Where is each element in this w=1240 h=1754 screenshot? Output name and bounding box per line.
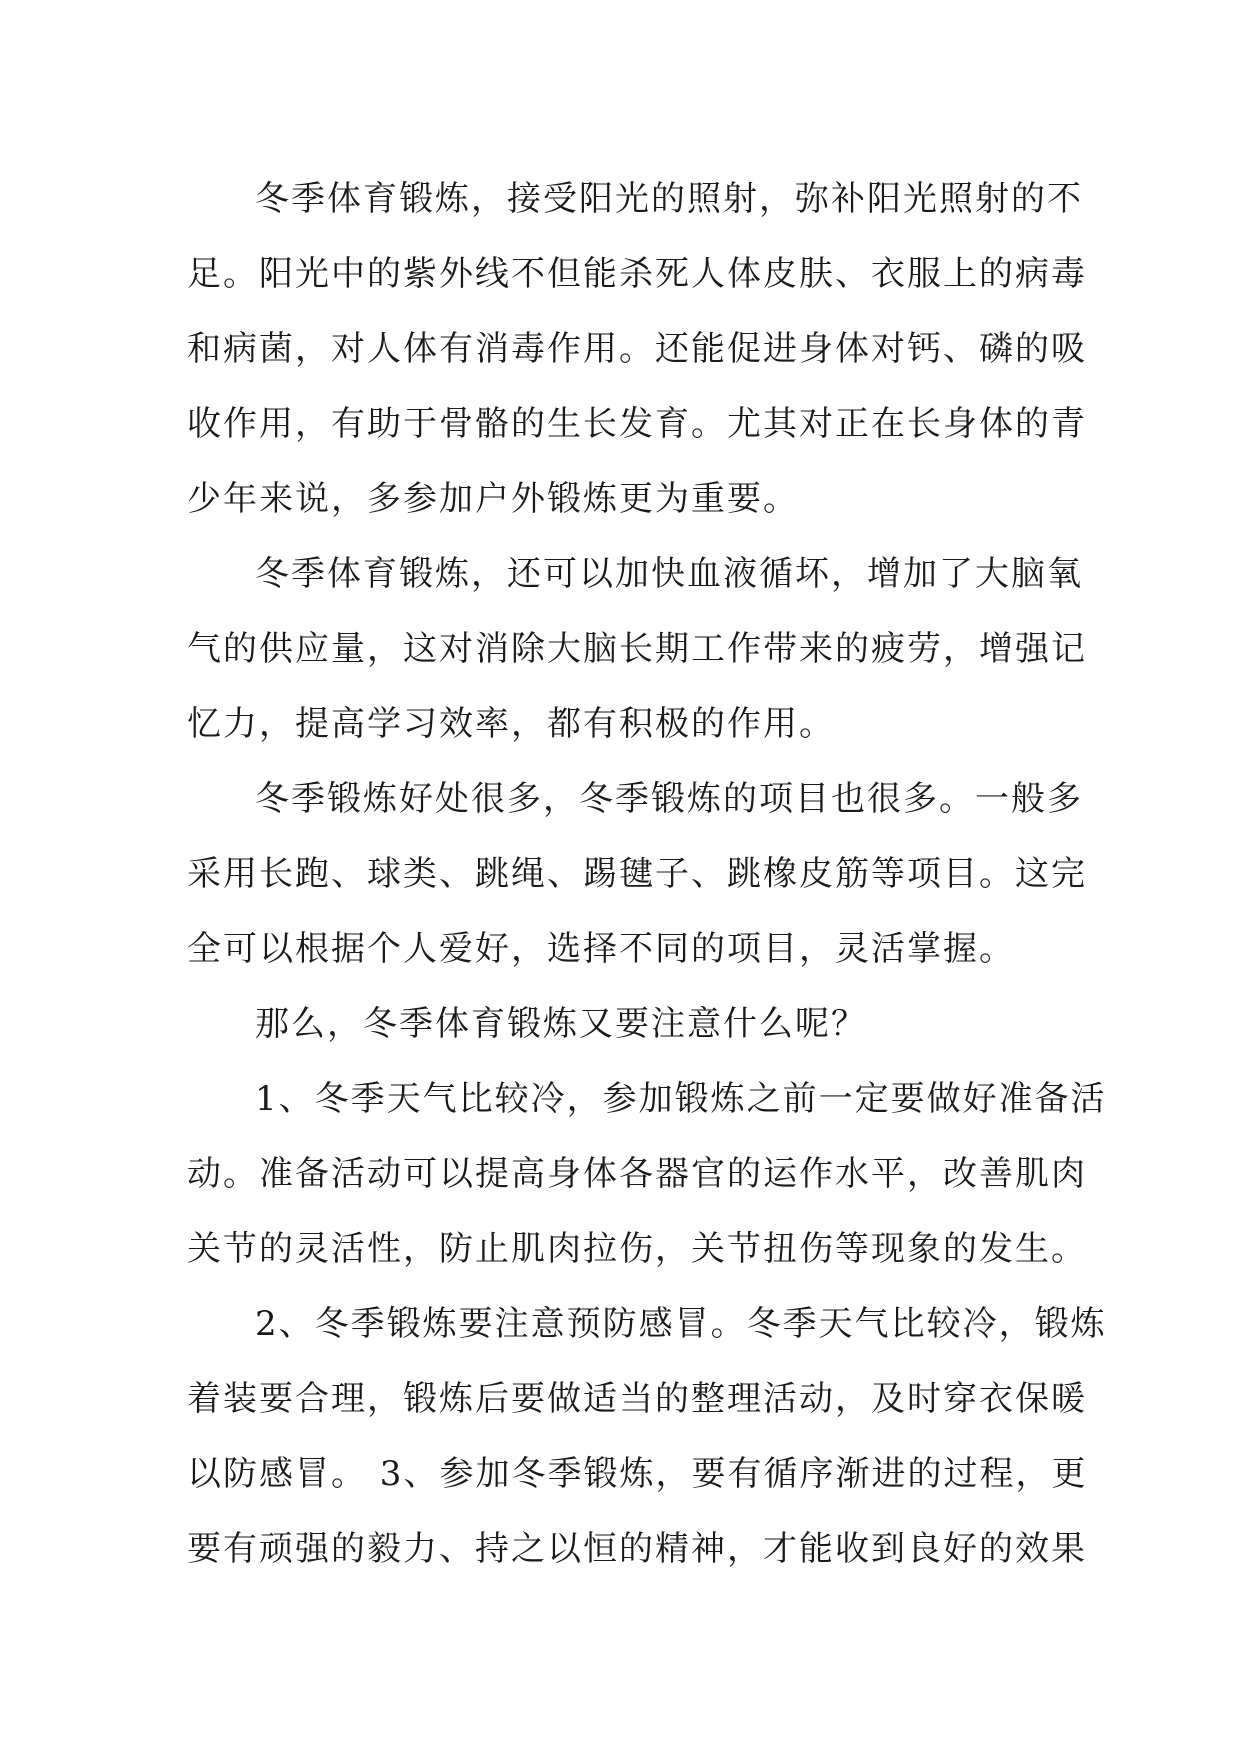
paragraph-point-2-3 bbox=[187, 1287, 1107, 1587]
text-line: 要有顽强的毅力、持之以恒的精神，才能收到良好的效果 bbox=[187, 1529, 1087, 1569]
text-line: 冬季锻炼好处很多，冬季锻炼的项目也很多。一般多 bbox=[255, 779, 1083, 819]
paragraph-circulation bbox=[187, 537, 1087, 762]
text-line: 2、冬季锻炼要注意预防感冒。冬季天气比较冷，锻炼 bbox=[255, 1304, 1107, 1344]
text-line: 关节的灵活性，防止肌肉拉伤，关节扭伤等现象的发生。 bbox=[187, 1229, 1087, 1269]
text-line: 收作用，有助于骨骼的生长发育。尤其对正在长身体的青 bbox=[187, 404, 1087, 444]
text-line: 冬季体育锻炼，还可以加快血液循坏，增加了大脑氧 bbox=[255, 554, 1083, 594]
text-line: 少年来说，多参加户外锻炼更为重要。 bbox=[187, 479, 799, 519]
document-body bbox=[187, 162, 1107, 1587]
text-line: 以防感冒。 3、参加冬季锻炼，要有循序渐进的过程，更 bbox=[187, 1454, 1088, 1494]
text-line: 全可以根据个人爱好，选择不同的项目，灵活掌握。 bbox=[187, 929, 1015, 969]
text-line: 气的供应量，这对消除大脑长期工作带来的疲劳，增强记 bbox=[187, 629, 1087, 669]
text-line: 采用长跑、球类、跳绳、踢毽子、跳橡皮筋等项目。这完 bbox=[187, 854, 1087, 894]
text-line: 足。阳光中的紫外线不但能杀死人体皮肤、衣服上的病毒 bbox=[187, 254, 1087, 294]
text-line: 着装要合理，锻炼后要做适当的整理活动，及时穿衣保暖 bbox=[187, 1379, 1087, 1419]
text-line: 1、冬季天气比较冷，参加锻炼之前一定要做好准备活 bbox=[255, 1079, 1107, 1119]
paragraph-point-1 bbox=[187, 1062, 1107, 1287]
text-line: 忆力，提高学习效率，都有积极的作用。 bbox=[187, 704, 835, 744]
paragraph-sunlight bbox=[187, 162, 1087, 537]
paragraph-question bbox=[187, 987, 1053, 1062]
text-line: 动。准备活动可以提高身体各器官的运作水平，改善肌肉 bbox=[187, 1154, 1087, 1194]
paragraph-activities bbox=[187, 762, 1087, 987]
text-line: 冬季体育锻炼，接受阳光的照射，弥补阳光照射的不 bbox=[255, 179, 1083, 219]
text-line: 和病菌，对人体有消毒作用。还能促进身体对钙、磷的吸 bbox=[187, 329, 1087, 369]
text-line: 那么，冬季体育锻炼又要注意什么呢？ bbox=[255, 1004, 867, 1044]
